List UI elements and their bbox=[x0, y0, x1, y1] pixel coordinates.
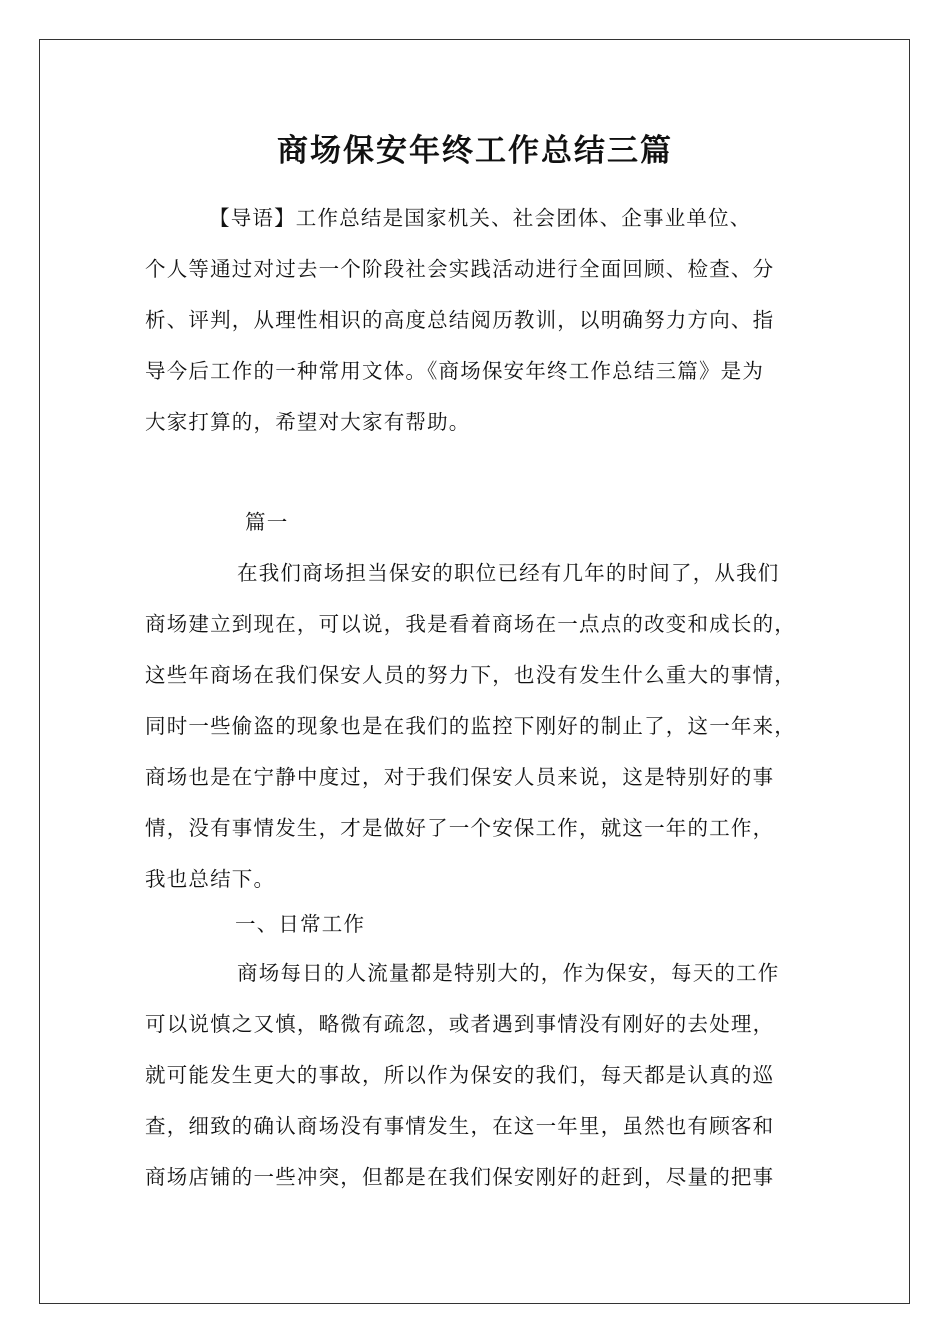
body-paragraph-1 bbox=[145, 548, 813, 905]
paragraph-line: 这些年商场在我们保安人员的努力下，也没有发生什么重大的事情， bbox=[145, 663, 796, 687]
subheading bbox=[145, 899, 813, 950]
intro-line: 个人等通过对过去一个阶段社会实践活动进行全面回顾、检查、分 bbox=[145, 257, 775, 281]
subheading-text: 一、日常工作 bbox=[235, 912, 366, 936]
paragraph-line: 商场建立到现在，可以说，我是看着商场在一点点的改变和成长的， bbox=[145, 612, 796, 636]
intro-line: 导今后工作的一种常用文体。《商场保安年终工作总结三篇》是为 bbox=[145, 359, 765, 383]
paragraph-line: 商场店铺的一些冲突，但都是在我们保安刚好的赶到，尽量的把事 bbox=[145, 1165, 775, 1189]
intro-paragraph bbox=[145, 193, 813, 448]
body-paragraph-2 bbox=[145, 948, 813, 1203]
section-heading bbox=[145, 497, 813, 548]
intro-line: 【导语】工作总结是国家机关、社会团体、企事业单位、 bbox=[209, 206, 752, 230]
paragraph-line: 就可能发生更大的事故，所以作为保安的我们，每天都是认真的巡 bbox=[145, 1063, 775, 1087]
paragraph-line: 查，细致的确认商场没有事情发生，在这一年里，虽然也有顾客和 bbox=[145, 1114, 775, 1138]
section-heading-text: 篇一 bbox=[245, 510, 289, 534]
intro-line: 析、评判，从理性相识的高度总结阅历教训，以明确努力方向、指 bbox=[145, 308, 775, 332]
paragraph-line: 同时一些偷盗的现象也是在我们的监控下刚好的制止了，这一年来， bbox=[145, 714, 796, 738]
paragraph-line: 商场也是在宁静中度过，对于我们保安人员来说，这是特别好的事 bbox=[145, 765, 775, 789]
paragraph-line: 商场每日的人流量都是特别大的，作为保安，每天的工作 bbox=[237, 961, 780, 985]
document-title: 商场保安年终工作总结三篇 bbox=[277, 133, 673, 169]
paragraph-line: 情，没有事情发生，才是做好了一个安保工作，就这一年的工作， bbox=[145, 816, 775, 840]
paragraph-line: 我也总结下。 bbox=[145, 867, 276, 891]
paragraph-line: 在我们商场担当保安的职位已经有几年的时间了，从我们 bbox=[237, 561, 780, 585]
paragraph-line: 可以说慎之又慎，略微有疏忽，或者遇到事情没有刚好的去处理， bbox=[145, 1012, 775, 1036]
intro-line: 大家打算的，希望对大家有帮助。 bbox=[145, 410, 471, 434]
